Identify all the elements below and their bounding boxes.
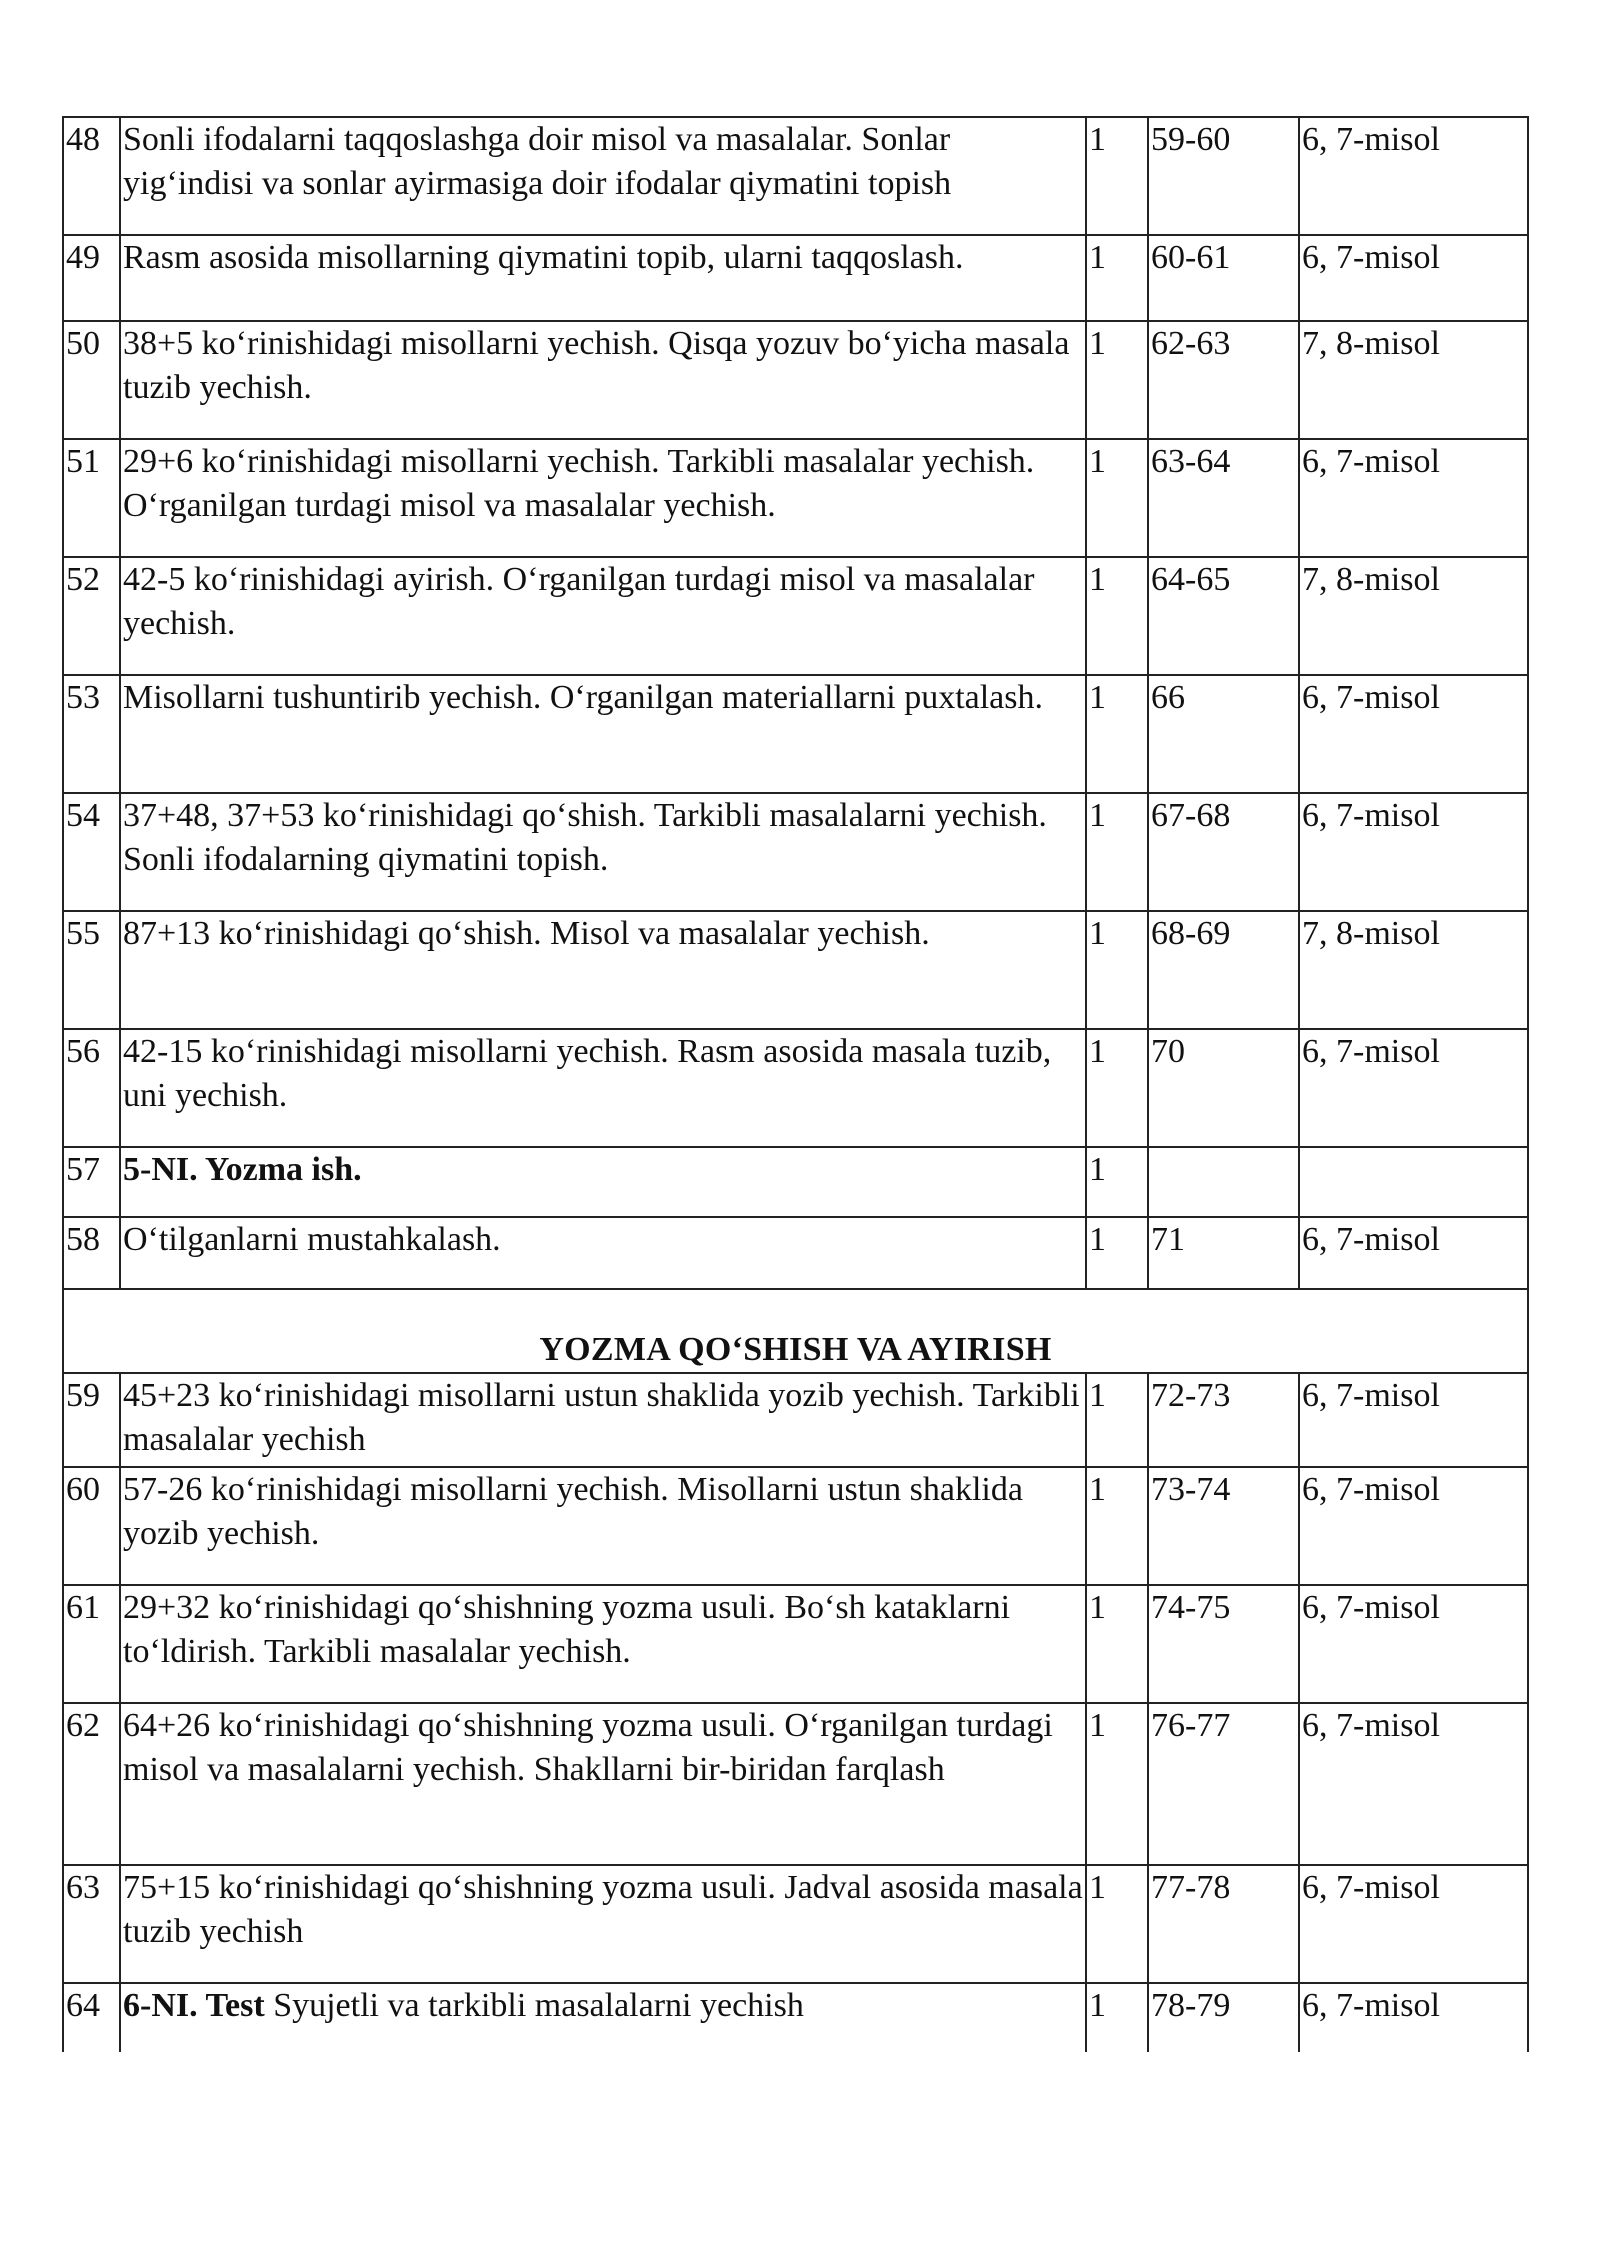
lesson-hours: 1: [1086, 911, 1148, 1029]
lesson-number: 54: [63, 793, 120, 911]
lesson-number: 50: [63, 321, 120, 439]
lesson-topic: 29+6 ko‘rinishidagi misollarni yechish. Tarkibli masalalar yechish. O‘rganilgan turdagi misol va masalalar yechish.: [120, 439, 1086, 557]
table-row: [63, 235, 1528, 321]
table-row: [63, 1585, 1528, 1703]
lesson-number: 59: [63, 1373, 120, 1467]
section-row: [63, 1289, 1528, 1373]
lesson-hours: 1: [1086, 117, 1148, 235]
lesson-hours: 1: [1086, 1703, 1148, 1865]
table-row: [63, 321, 1528, 439]
lesson-homework: 6, 7-misol: [1299, 1467, 1528, 1585]
lesson-topic: 29+32 ko‘rinishidagi qo‘shishning yozma usuli. Bo‘sh kataklarni to‘ldirish. Tarkibli masalalar yechish.: [120, 1585, 1086, 1703]
lesson-hours: 1: [1086, 235, 1148, 321]
lesson-number: 62: [63, 1703, 120, 1865]
lesson-hours: 1: [1086, 1983, 1148, 2052]
lesson-pages: 64-65: [1148, 557, 1299, 675]
lesson-plan-table: [62, 116, 1529, 2052]
lesson-pages: 62-63: [1148, 321, 1299, 439]
lesson-number: 56: [63, 1029, 120, 1147]
lesson-number: 52: [63, 557, 120, 675]
lesson-number: 61: [63, 1585, 120, 1703]
lesson-topic-text: Syujetli va tarkibli masalalarni yechish: [264, 1987, 804, 2024]
lesson-number: 63: [63, 1865, 120, 1983]
lesson-topic: 57-26 ko‘rinishidagi misollarni yechish. Misollarni ustun shaklida yozib yechish.: [120, 1467, 1086, 1585]
lesson-hours: 1: [1086, 557, 1148, 675]
lesson-topic: Sonli ifodalarni taqqoslashga doir misol va masalalar. Sonlar yig‘indisi va sonlar ayirmasiga doir ifodalar qiymatini topish: [120, 117, 1086, 235]
lesson-homework: [1299, 1147, 1528, 1217]
lesson-homework: 6, 7-misol: [1299, 1029, 1528, 1147]
lesson-number: 57: [63, 1147, 120, 1217]
table-row: [63, 1703, 1528, 1865]
table-row: [63, 1865, 1528, 1983]
lesson-topic: 64+26 ko‘rinishidagi qo‘shishning yozma usuli. O‘rganilgan turdagi misol va masalalarni yechish. Shakllarni bir-biridan farqlash: [120, 1703, 1086, 1865]
lesson-homework: 6, 7-misol: [1299, 1703, 1528, 1865]
lesson-pages: 67-68: [1148, 793, 1299, 911]
lesson-number: 53: [63, 675, 120, 793]
table-row: [63, 793, 1528, 911]
table-row: [63, 557, 1528, 675]
lesson-pages: 78-79: [1148, 1983, 1299, 2052]
lesson-number: 49: [63, 235, 120, 321]
table-row: [63, 1373, 1528, 1467]
lesson-homework: 7, 8-misol: [1299, 557, 1528, 675]
lesson-hours: 1: [1086, 1467, 1148, 1585]
lesson-homework: 6, 7-misol: [1299, 439, 1528, 557]
lesson-topic: 38+5 ko‘rinishidagi misollarni yechish. Qisqa yozuv bo‘yicha masala tuzib yechish.: [120, 321, 1086, 439]
lesson-pages: 63-64: [1148, 439, 1299, 557]
lesson-topic: 75+15 ko‘rinishidagi qo‘shishning yozma usuli. Jadval asosida masala tuzib yechish: [120, 1865, 1086, 1983]
lesson-pages: 59-60: [1148, 117, 1299, 235]
lesson-number: 58: [63, 1217, 120, 1289]
lesson-pages: 74-75: [1148, 1585, 1299, 1703]
lesson-pages: 71: [1148, 1217, 1299, 1289]
lesson-hours: 1: [1086, 1373, 1148, 1467]
lesson-pages: 66: [1148, 675, 1299, 793]
lesson-pages: 68-69: [1148, 911, 1299, 1029]
lesson-homework: 7, 8-misol: [1299, 321, 1528, 439]
lesson-topic: 37+48, 37+53 ko‘rinishidagi qo‘shish. Tarkibli masalalarni yechish. Sonli ifodalarning qiymatini topish.: [120, 793, 1086, 911]
lesson-homework: 6, 7-misol: [1299, 235, 1528, 321]
lesson-pages: 60-61: [1148, 235, 1299, 321]
lesson-homework: 6, 7-misol: [1299, 1865, 1528, 1983]
lesson-pages: 70: [1148, 1029, 1299, 1147]
lesson-homework: 6, 7-misol: [1299, 793, 1528, 911]
lesson-homework: 6, 7-misol: [1299, 1217, 1528, 1289]
lesson-topic: 45+23 ko‘rinishidagi misollarni ustun shaklida yozib yechish. Tarkibli masalalar yechish: [120, 1373, 1086, 1467]
lesson-topic: 87+13 ko‘rinishidagi qo‘shish. Misol va masalalar yechish.: [120, 911, 1086, 1029]
table-row: [63, 439, 1528, 557]
lesson-homework: 6, 7-misol: [1299, 1983, 1528, 2052]
lesson-hours: 1: [1086, 675, 1148, 793]
lesson-hours: 1: [1086, 1585, 1148, 1703]
lesson-homework: 6, 7-misol: [1299, 117, 1528, 235]
lesson-hours: 1: [1086, 321, 1148, 439]
lesson-number: 48: [63, 117, 120, 235]
lesson-pages: 73-74: [1148, 1467, 1299, 1585]
lesson-topic-bold: 6-NI. Test: [123, 1987, 265, 2024]
table-row: [63, 1147, 1528, 1217]
lesson-hours: 1: [1086, 439, 1148, 557]
lesson-hours: 1: [1086, 1217, 1148, 1289]
table-row: [63, 1029, 1528, 1147]
lesson-topic: 42-5 ko‘rinishidagi ayirish. O‘rganilgan turdagi misol va masalalar yechish.: [120, 557, 1086, 675]
lesson-topic: [120, 1983, 1086, 2052]
lesson-topic: Misollarni tushuntirib yechish. O‘rganilgan materiallarni puxtalash.: [120, 675, 1086, 793]
lesson-pages: 77-78: [1148, 1865, 1299, 1983]
lesson-homework: 7, 8-misol: [1299, 911, 1528, 1029]
lesson-homework: 6, 7-misol: [1299, 675, 1528, 793]
lesson-number: 55: [63, 911, 120, 1029]
lesson-pages: 76-77: [1148, 1703, 1299, 1865]
lesson-homework: 6, 7-misol: [1299, 1585, 1528, 1703]
table-row: [63, 117, 1528, 235]
lesson-homework: 6, 7-misol: [1299, 1373, 1528, 1467]
section-title: YOZMA QO‘SHISH VA AYIRISH: [63, 1289, 1528, 1373]
table-row: [63, 1983, 1528, 2052]
table-row: [63, 1217, 1528, 1289]
lesson-topic: O‘tilganlarni mustahkalash.: [120, 1217, 1086, 1289]
lesson-hours: 1: [1086, 793, 1148, 911]
table-row: [63, 675, 1528, 793]
lesson-hours: 1: [1086, 1865, 1148, 1983]
lesson-hours: 1: [1086, 1147, 1148, 1217]
lesson-topic: Rasm asosida misollarning qiymatini topib, ularni taqqoslash.: [120, 235, 1086, 321]
table-row: [63, 911, 1528, 1029]
lesson-hours: 1: [1086, 1029, 1148, 1147]
lesson-number: 51: [63, 439, 120, 557]
table-row: [63, 1467, 1528, 1585]
lesson-pages: 72-73: [1148, 1373, 1299, 1467]
lesson-topic: 5-NI. Yozma ish.: [120, 1147, 1086, 1217]
lesson-pages: [1148, 1147, 1299, 1217]
lesson-number: 60: [63, 1467, 120, 1585]
lesson-number: 64: [63, 1983, 120, 2052]
lesson-topic: 42-15 ko‘rinishidagi misollarni yechish. Rasm asosida masala tuzib, uni yechish.: [120, 1029, 1086, 1147]
